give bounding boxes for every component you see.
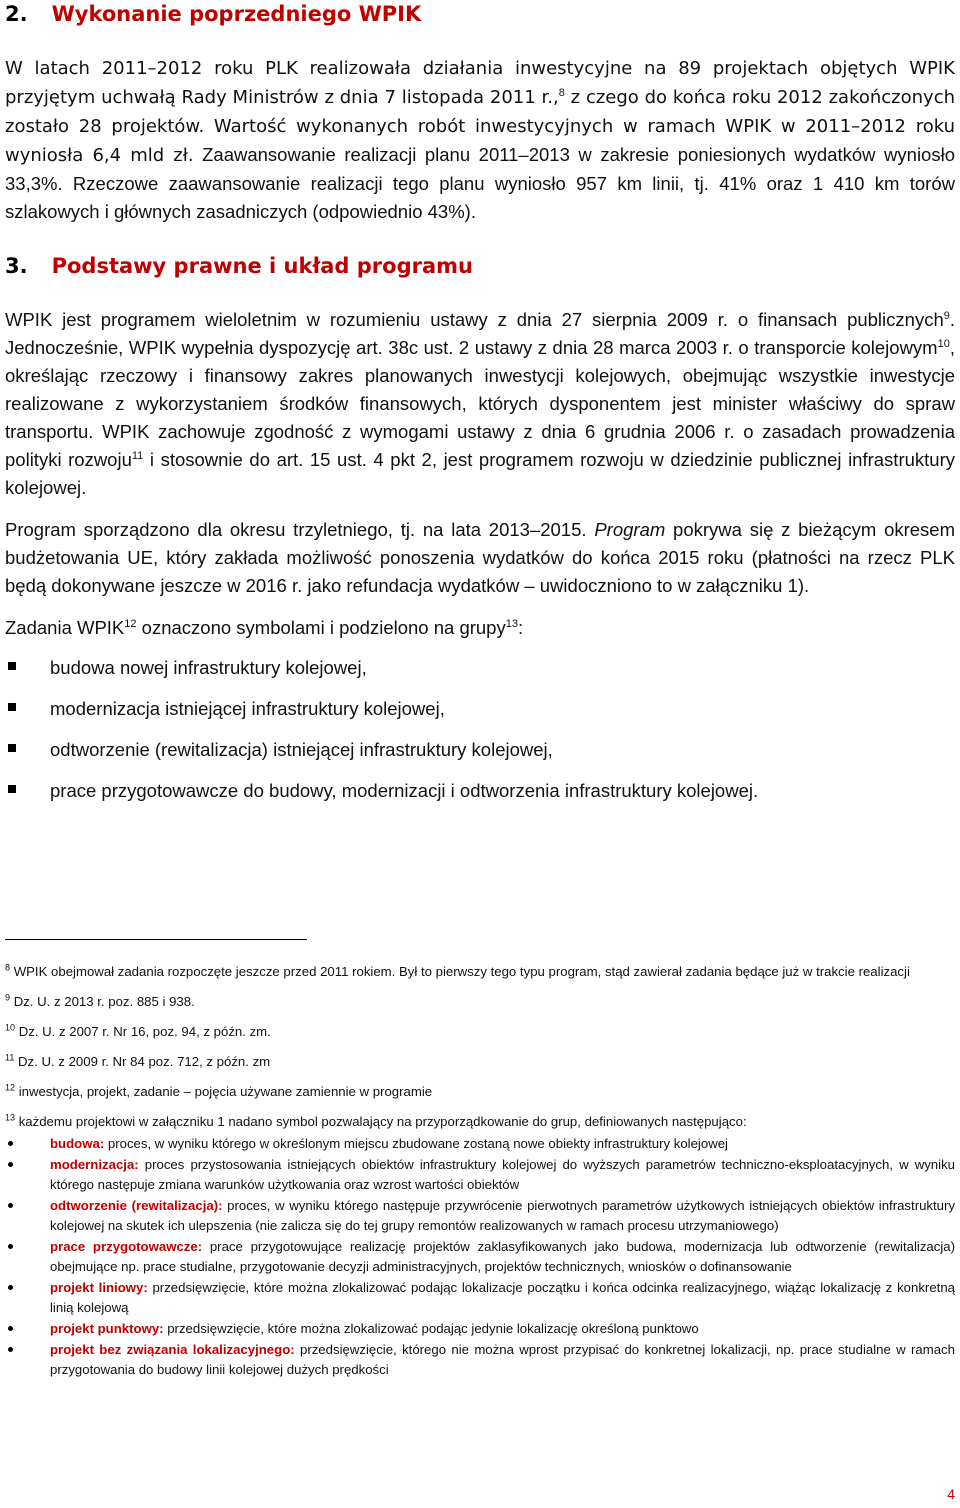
- definition-term: budowa:: [50, 1136, 105, 1151]
- dot-bullet-icon: [8, 1162, 13, 1167]
- footnote-text: inwestycja, projekt, zadanie – pojęcia używane zamiennie w programie: [18, 1084, 433, 1099]
- group-label: prace przygotowawcze do budowy, modernizacji i odtworzenia infrastruktury kolejowej.: [50, 780, 759, 801]
- group-label: odtworzenie (rewitalizacja) istniejącej infrastruktury kolejowej,: [50, 739, 553, 760]
- section-3-body: [5, 306, 955, 818]
- footnote-number: 13: [5, 1112, 16, 1123]
- dot-bullet-icon: [8, 1347, 13, 1352]
- section-2-title: Wykonanie poprzedniego WPIK: [51, 2, 422, 26]
- definition-text: prace przygotowujące realizację projektów zaklasyfikowanych jako budowa, modernizacja lub odtworzenie (rewitalizacja) obejmujące np. prace studialne, przygotowanie decyzji administracyjnych, projektów technicznych, wniosków o dofinansowanie: [50, 1239, 955, 1274]
- list-item: [5, 1196, 955, 1236]
- square-bullet-icon: [8, 703, 16, 711]
- list-item: [5, 654, 955, 682]
- legal-text-b: . Jednocześnie, WPIK wypełnia dyspozycję art. 38c ust. 2 ustawy z dnia 28 marca 2003 r. o transporcie kolejowym: [5, 309, 955, 358]
- definition-text: przedsięwzięcie, którego nie można wprost przypisać do konkretnej lokalizacji, np. prace studialne w ramach przygotowania do budowy linii kolejowej dużych prędkości: [50, 1342, 955, 1377]
- tasks-intro-paragraph: [5, 614, 955, 642]
- footnote-number: 8: [5, 962, 11, 973]
- definition-text: przedsięwzięcie, które można zlokalizować podając jedynie lokalizację określoną punktowo: [163, 1321, 699, 1336]
- program-text-a: Program sporządzono dla okresu trzyletniego, tj. na lata 2013–2015.: [5, 519, 595, 540]
- task-groups-list: [5, 654, 955, 805]
- section-2-text-a: W latach 2011–2012 roku PLK realizowała działania inwestycyjne na 89 projektach objętych WPIK przyjętym uchwałą Rady Ministrów z dnia 7 listopada 2011 r.,: [5, 58, 955, 108]
- footnote-separator: [5, 939, 307, 940]
- list-item: [5, 736, 955, 764]
- section-3-heading: [5, 252, 473, 280]
- definition-text: przedsięwzięcie, które można zlokalizować podając lokalizacje początku i końca odcinka realizacyjnego, wiążąc lokalizację z konkretną linią kolejową: [50, 1280, 955, 1315]
- footnote-ref-9[interactable]: 9: [943, 309, 950, 322]
- section-2-paragraph: [5, 54, 955, 226]
- program-italic: Program: [594, 519, 666, 540]
- footnote-text: Dz. U. z 2007 r. Nr 16, poz. 94, z późn. zm.: [18, 1024, 271, 1039]
- section-3-title: Podstawy prawne i układ programu: [51, 254, 473, 278]
- tasks-text-a: Zadania WPIK: [5, 617, 125, 638]
- footnote-9: [5, 992, 955, 1012]
- group-label: modernizacja istniejącej infrastruktury kolejowej,: [50, 698, 445, 719]
- footnote-13: [5, 1112, 955, 1132]
- definition-term: projekt bez związania lokalizacyjnego:: [50, 1342, 295, 1357]
- list-item: [5, 777, 955, 805]
- dot-bullet-icon: [8, 1285, 13, 1290]
- definition-text: proces, w wyniku którego w określonym miejscu zbudowane zostaną nowe obiekty infrastruktury kolejowej: [104, 1136, 728, 1151]
- definition-term: projekt punktowy:: [50, 1321, 164, 1336]
- legal-text-d: i stosownie do art. 15 ust. 4 pkt 2, jest programem rozwoju w dziedzinie publicznej infrastruktury kolejowej.: [5, 449, 955, 498]
- group-definitions-list: [5, 1134, 955, 1380]
- definition-text: proces przystosowania istniejących obiektów infrastruktury kolejowej do wyższych parametrów techniczno-eksploatacyjnych, w wyniku którego następuje zmiana warunków użytkowania oraz wzrost wartości obiektów: [50, 1157, 955, 1192]
- list-item: [5, 1134, 955, 1154]
- legal-text-a: WPIK jest programem wieloletnim w rozumieniu ustawy z dnia 27 sierpnia 2009 r. o finansach publicznych: [5, 309, 944, 330]
- section-2-heading: [5, 0, 421, 28]
- footnote-12: [5, 1082, 955, 1102]
- footnotes: [5, 962, 955, 1381]
- footnote-10: [5, 1022, 955, 1042]
- program-period-paragraph: [5, 516, 955, 600]
- definition-term: prace przygotowawcze:: [50, 1239, 203, 1254]
- footnote-number: 10: [5, 1022, 16, 1033]
- dot-bullet-icon: [8, 1326, 13, 1331]
- footnote-11: [5, 1052, 955, 1072]
- footnote-ref-12[interactable]: 12: [124, 617, 137, 630]
- dot-bullet-icon: [8, 1244, 13, 1249]
- group-label: budowa nowej infrastruktury kolejowej,: [50, 657, 367, 678]
- definition-term: odtworzenie (rewitalizacja):: [50, 1198, 223, 1213]
- footnote-ref-11[interactable]: 11: [131, 449, 144, 462]
- footnote-number: 12: [5, 1082, 16, 1093]
- footnote-number: 11: [5, 1052, 15, 1063]
- dot-bullet-icon: [8, 1203, 13, 1208]
- square-bullet-icon: [8, 662, 16, 670]
- definition-term: modernizacja:: [50, 1157, 139, 1172]
- program-text-b: pokrywa się z bieżącym okresem budżetowania UE, który zakłada możliwość ponoszenia wydatków do końca 2015 roku (płatności na rzecz PLK będą dokonywane jeszcze w 2016 r. jako refundacja wydatków – uwidoczniono to w załączniku 1).: [5, 519, 956, 596]
- footnote-number: 9: [5, 992, 11, 1003]
- section-3-number: 3.: [5, 254, 28, 278]
- section-2-text-c: Zaawansowanie realizacji planu 2011–2013 w zakresie poniesionych wydatków wyniosło 33,3%. Rzeczowe zaawansowanie realizacji tego planu wyniosło 957 km linii, tj. 41% oraz 1 410 km torów szlakowych i głównych zasadniczych (odpowiednio 43%).: [5, 144, 955, 222]
- footnote-text: Dz. U. z 2013 r. poz. 885 i 938.: [13, 994, 195, 1009]
- dot-bullet-icon: [8, 1141, 13, 1146]
- list-item: [5, 1155, 955, 1195]
- tasks-text-c: :: [517, 617, 524, 638]
- tasks-text-b: oznaczono symbolami i podzielono na grupy: [136, 617, 506, 638]
- footnote-8: [5, 962, 955, 982]
- square-bullet-icon: [8, 785, 16, 793]
- footnote-text: WPIK obejmował zadania rozpoczęte jeszcze przed 2011 rokiem. Był to pierwszy tego typu program, stąd zawierał zadania będące już w trakcie realizacji: [13, 964, 910, 979]
- footnote-ref-10[interactable]: 10: [937, 337, 950, 350]
- section-2-number: 2.: [5, 2, 28, 26]
- footnote-ref-13[interactable]: 13: [505, 617, 518, 630]
- square-bullet-icon: [8, 744, 16, 752]
- footnote-text: Dz. U. z 2009 r. Nr 84 poz. 712, z późn. zm: [18, 1054, 271, 1069]
- list-item: [5, 1319, 955, 1339]
- list-item: [5, 1237, 955, 1277]
- section-2-body: [5, 54, 955, 226]
- legal-basis-paragraph: [5, 306, 955, 502]
- footnote-text: każdemu projektowi w załączniku 1 nadano symbol pozwalający na przyporządkowanie do grup, definiowanych następująco:: [18, 1114, 747, 1129]
- legal-text-c: , określając rzeczowy i finansowy zakres planowanych inwestycji kolejowych, obejmując wszystkie inwestycje realizowane z wykorzystaniem środków finansowych, których dysponentem jest minister właściwy do spraw transportu. WPIK zachowuje zgodność z wymogami ustawy z dnia 6 grudnia 2006 r. o zasadach prowadzenia polityki rozwoju: [5, 337, 955, 470]
- definition-text: proces, w wyniku którego następuje przywrócenie pierwotnych parametrów użytkowych istniejących obiektów infrastruktury kolejowej na skutek ich ulepszenia (nie zalicza się do tej grupy remontów realizowanych w ramach procesu utrzymaniowego): [50, 1198, 955, 1233]
- list-item: [5, 695, 955, 723]
- footnote-ref-8[interactable]: 8: [558, 86, 565, 99]
- list-item: [5, 1278, 955, 1318]
- page-number: 4: [947, 1486, 955, 1502]
- list-item: [5, 1340, 955, 1380]
- section-2-text-b: z czego do końca roku 2012 zakończonych zostało 28 projektów. Wartość wykonanych robót inwestycyjnych w ramach WPIK w 2011–2012 roku wyniosła 6,4 mld zł.: [5, 87, 955, 166]
- definition-term: projekt liniowy:: [50, 1280, 148, 1295]
